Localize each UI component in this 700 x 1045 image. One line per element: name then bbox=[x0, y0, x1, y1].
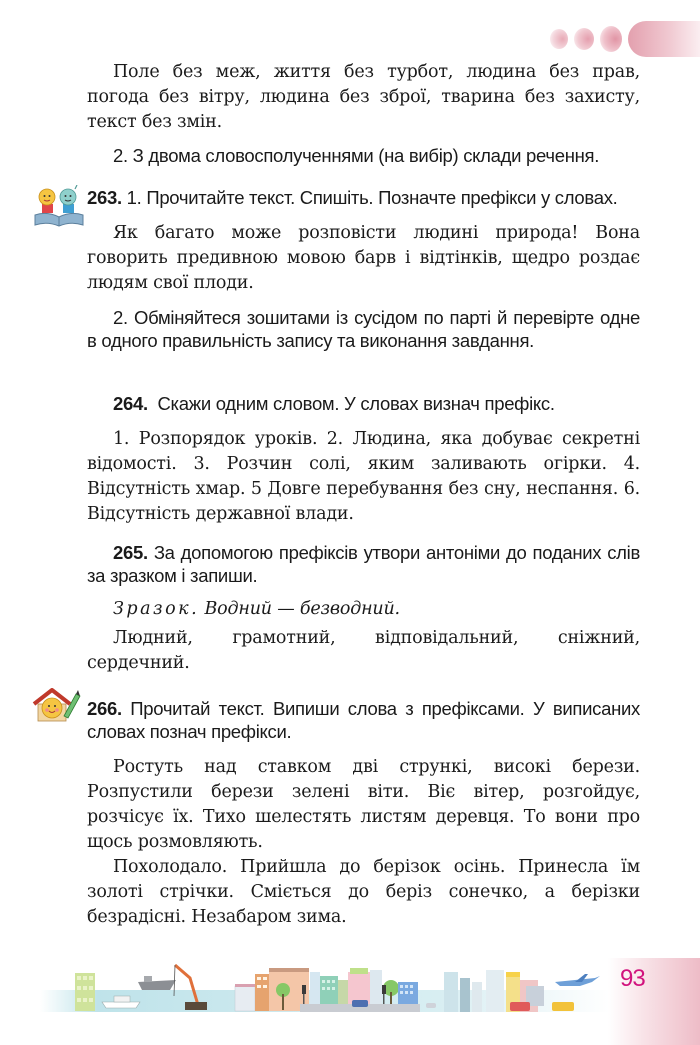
decor-bar bbox=[628, 21, 700, 57]
house-with-pencil-icon bbox=[32, 688, 82, 722]
sample-label: Зразок. bbox=[113, 599, 200, 619]
exercise-263-text: Як багато може розповісти людині природа! Вона говорить предивною мовою барв і відтінків, щедро роздає людям свої плоди. bbox=[87, 223, 640, 293]
exercise-266-instruction: 266. Прочитай текст. Випиши слова з префіксами. У виписаних словах познач префікси. bbox=[87, 698, 640, 742]
exercise-number: 264. bbox=[113, 393, 148, 414]
kids-reading-book-icon bbox=[33, 185, 85, 227]
exercise-266-text-p2: Похолодало. Прийшла до берізок осінь. Принесла їм золоті стрічки. Сміється до беріз сонечко, а берізки безрадісні. Незабаром зима. bbox=[87, 857, 640, 927]
exercise-264-instruction: 264. Скажи одним словом. У словах визнач префікс. bbox=[113, 393, 555, 414]
exercise-265 bbox=[87, 541, 640, 676]
exercise-266 bbox=[87, 697, 640, 930]
exercise-number: 265. bbox=[113, 542, 148, 563]
intro-paragraph: Поле без меж, життя без турбот, людина без прав, погода без вітру, людина без зброї, тварина без захисту, текст без змін. bbox=[87, 62, 640, 132]
exercise-264-text: 1. Розпорядок уроків. 2. Людина, яка добуває секретні відомості. 3. Розчин солі, яким заливають огірки. 4. Відсутність хмар. 5 Довге перебування без сну, неспання. 6. Відсутність державної влади. bbox=[87, 429, 640, 524]
exercise-264 bbox=[87, 392, 640, 527]
exercise-265-instruction: 265. За допомогою префіксів утвори антоніми до поданих слів за зразком і запиши. bbox=[87, 542, 640, 586]
exercise-265-text: Людний, грамотний, відповідальний, сніжний, сердечний. bbox=[87, 628, 640, 673]
sample-text: Водний — безводний. bbox=[204, 599, 400, 619]
exercise-263-task-2: 2. Обміняйтеся зошитами із сусідом по парті й перевірте одне в одного правильність запису та виконання завдання. bbox=[87, 307, 640, 351]
city-waterfront-illustration bbox=[40, 960, 610, 1015]
decor-dot bbox=[550, 29, 568, 49]
exercise-266-text-p1: Ростуть над ставком дві стрункі, високі берези. Розпустили берези зелені віти. Віє вітер, розгойдує, розчісує їх. Тихо шелестять листям деревця. То вони про щось розмовляють. bbox=[87, 757, 640, 852]
decor-dot bbox=[574, 28, 594, 50]
exercise-number: 263. bbox=[87, 187, 122, 208]
intro-task-2: 2. З двома словосполученнями (на вибір) склади речення. bbox=[113, 145, 600, 166]
decor-dot bbox=[600, 26, 622, 52]
intro-section bbox=[87, 60, 640, 167]
exercise-number: 266. bbox=[87, 698, 122, 719]
exercise-263 bbox=[87, 186, 640, 352]
header-decoration bbox=[548, 21, 700, 57]
exercise-263-instruction: 263. 1. Прочитайте текст. Спишіть. Позначте префікси у словах. bbox=[87, 187, 618, 208]
exercise-265-sample bbox=[87, 597, 640, 622]
page-number: 93 bbox=[620, 965, 645, 992]
